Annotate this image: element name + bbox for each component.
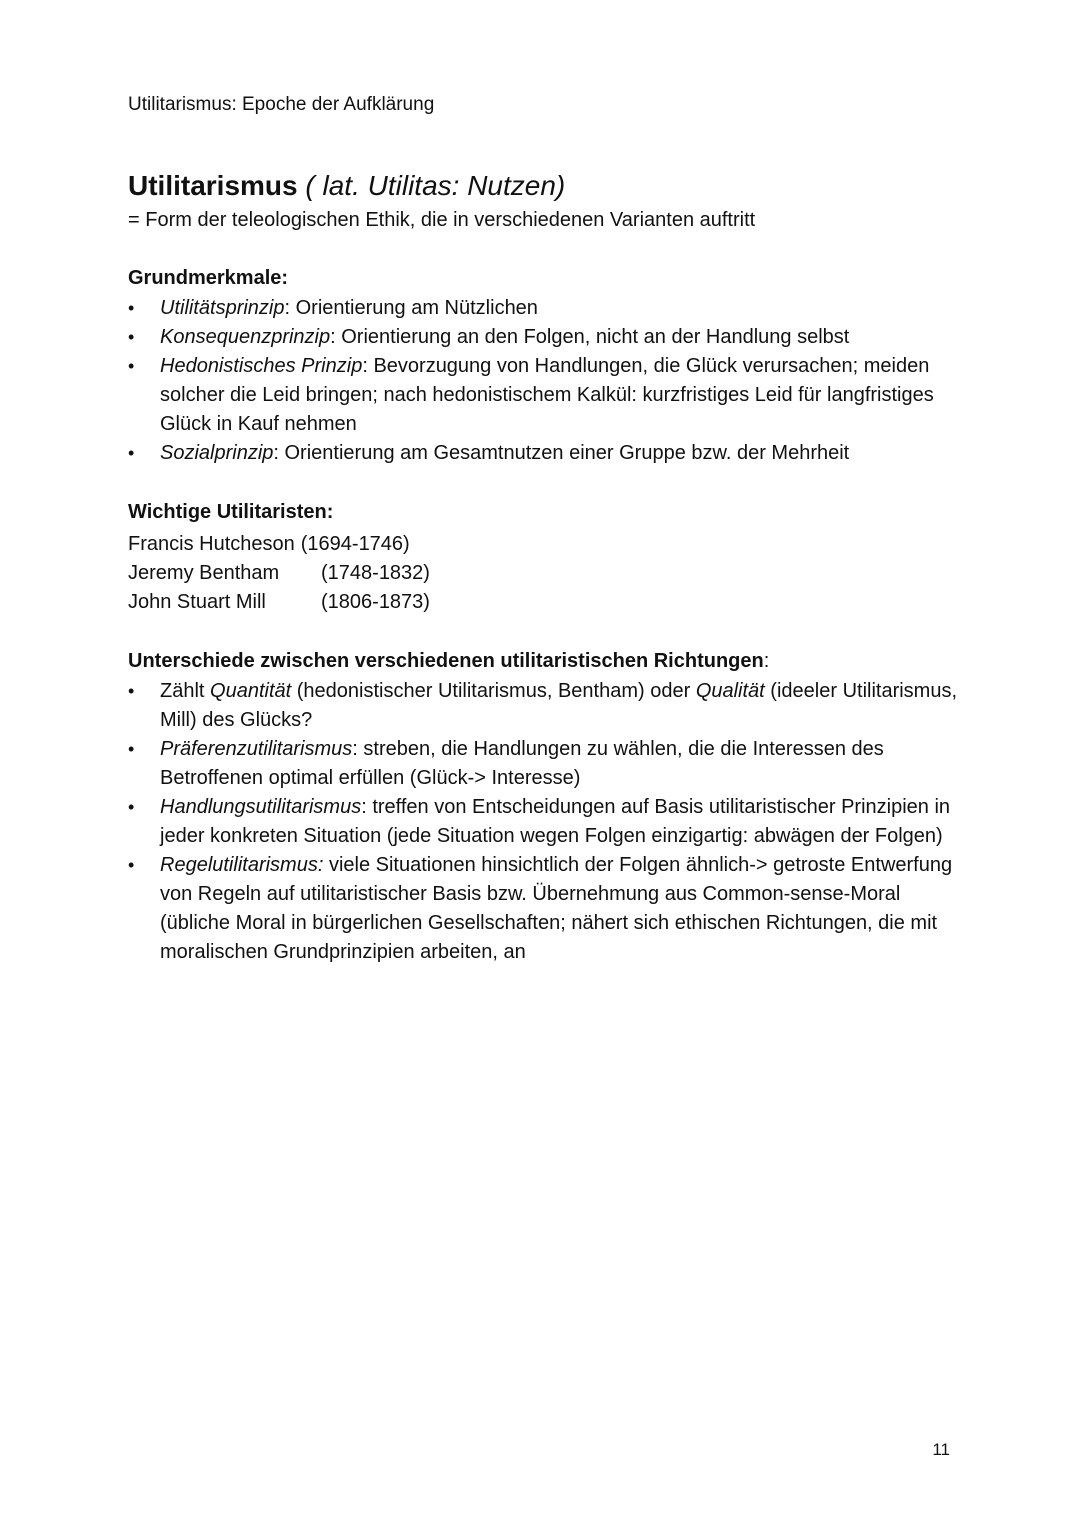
bullet-icon: • — [128, 739, 135, 759]
list-item — [128, 851, 958, 967]
item-text: : Orientierung am Gesamtnutzen einer Gruppe bzw. der Mehrheit — [273, 442, 850, 464]
person-years: (1806-1873) — [321, 591, 430, 613]
bullet-icon: • — [128, 797, 135, 817]
term-label: Qualität — [695, 680, 765, 702]
unterschiede-list — [128, 677, 958, 967]
utilitaristen-list — [128, 530, 958, 617]
bullet-icon: • — [128, 681, 135, 701]
list-item — [128, 735, 958, 793]
item-text: : Orientierung an den Folgen, nicht an der Handlung selbst — [330, 326, 850, 348]
title-subtitle: ( lat. Utilitas: Nutzen) — [297, 170, 566, 201]
definition-text: = Form der teleologischen Ethik, die in verschiedenen Varianten auftritt — [128, 209, 756, 231]
item-text: : Orientierung am Nützlichen — [284, 297, 538, 319]
bullet-icon: • — [128, 327, 135, 347]
unterschiede-heading — [128, 647, 958, 675]
unterschiede-heading-text: Unterschiede zwischen verschiedenen utilitaristischen Richtungen — [128, 650, 764, 672]
item-text: (hedonistischer Utilitarismus, Bentham) oder — [291, 680, 696, 702]
person-row — [128, 588, 958, 617]
person-name: Francis Hutcheson — [128, 533, 295, 555]
title-main: Utilitarismus — [128, 170, 298, 201]
term-label: Hedonistisches Prinzip — [160, 355, 363, 377]
bullet-icon: • — [128, 855, 135, 875]
list-item — [128, 793, 958, 851]
list-item — [128, 677, 958, 735]
term-label: Sozialprinzip — [160, 442, 274, 464]
grundmerkmale-heading: Grundmerkmale: — [128, 267, 289, 289]
term-label: Utilitätsprinzip — [160, 297, 285, 319]
item-text: (ideeler Utilitarismus, Mill) des Glücks? — [160, 680, 958, 731]
item-text: : streben, die Handlungen zu wählen, die die Interessen des Betroffenen optimal erfüllen (Glück-> Interesse) — [160, 738, 884, 789]
item-text: viele Situationen hinsichtlich der Folgen ähnlich-> getroste Entwerfung von Regeln auf utilitaristischer Basis bzw. Übernehmung aus Common-sense-Moral (übliche Moral in bürgerlichen Gesellschaften; nähert sich ethischen Richtungen, die mit moralischen Grundprinzipien arbeiten, an — [160, 854, 953, 963]
person-row — [128, 530, 958, 559]
term-label: Quantität — [210, 680, 292, 702]
term-label: Konsequenzprinzip — [160, 326, 331, 348]
list-item — [128, 352, 958, 439]
person-years: (1748-1832) — [321, 562, 430, 584]
person-name: Jeremy Bentham — [128, 562, 280, 584]
item-text: Zählt — [160, 680, 211, 702]
utilitaristen-heading: Wichtige Utilitaristen: — [128, 501, 334, 523]
page-number: 11 — [932, 1440, 950, 1459]
list-item — [128, 323, 958, 352]
page-title — [128, 168, 958, 204]
person-years: (1694-1746) — [300, 533, 410, 555]
item-text: : Bevorzugung von Handlungen, die Glück verursachen; meiden solcher die Leid bringen; nach hedonistischem Kalkül: kurzfristiges Leid für langfristiges Glück in Kauf nehmen — [160, 355, 934, 435]
unterschiede-heading-suffix: : — [763, 650, 770, 672]
term-label: Regelutilitarismus: — [160, 854, 324, 876]
bullet-icon: • — [128, 443, 135, 463]
item-text: : treffen von Entscheidungen auf Basis utilitaristischer Prinzipien in jeder konkreten Situation (jede Situation wegen Folgen einzigartig: abwägen der Folgen) — [160, 796, 951, 847]
bullet-icon: • — [128, 298, 135, 318]
person-row — [128, 559, 958, 588]
list-item — [128, 439, 958, 468]
term-label: Handlungsutilitarismus — [160, 796, 362, 818]
list-item — [128, 294, 958, 323]
bullet-icon: • — [128, 356, 135, 376]
document-page — [128, 92, 958, 967]
grundmerkmale-list — [128, 294, 958, 468]
page-header: Utilitarismus: Epoche der Aufklärung — [128, 94, 435, 115]
person-name: John Stuart Mill — [128, 591, 266, 613]
term-label: Präferenzutilitarismus — [160, 738, 353, 760]
